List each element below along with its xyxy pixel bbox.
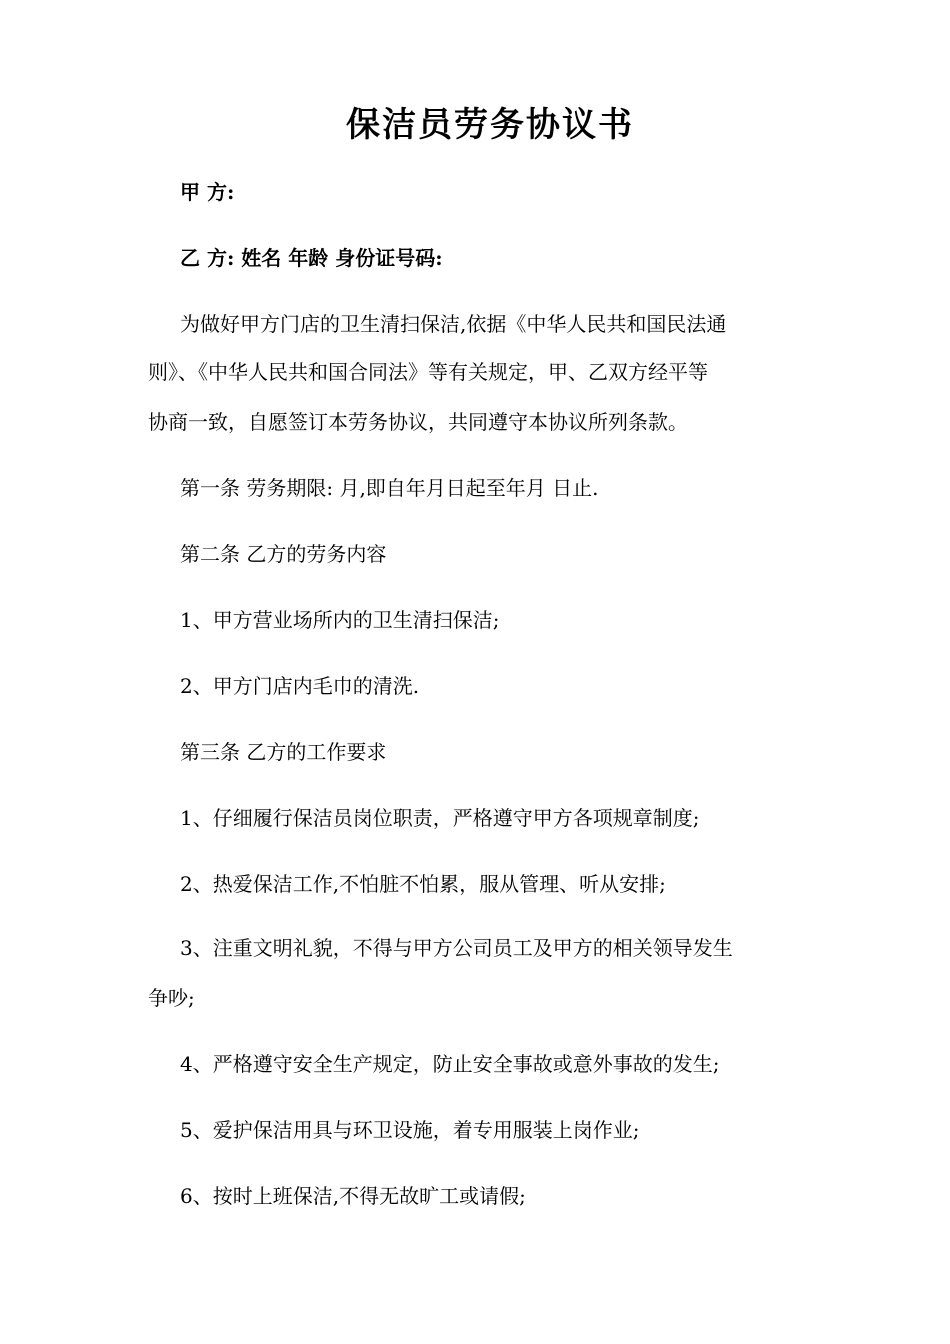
article-3-heading: 第三条 乙方的工作要求 bbox=[180, 740, 387, 764]
article-2-item-1: 1、甲方营业场所内的卫生清扫保洁; bbox=[180, 608, 500, 632]
article-3-item-1: 1、仔细履行保洁员岗位职责，严格遵守甲方各项规章制度; bbox=[180, 806, 700, 830]
article-3-item-2: 2、热爱保洁工作,不怕脏不怕累，服从管理、听从安排; bbox=[180, 872, 666, 896]
article-3-item-6: 6、按时上班保洁,不得无故旷工或请假; bbox=[180, 1184, 526, 1208]
document-title: 保洁员劳务协议书 bbox=[346, 105, 634, 145]
article-2-heading: 第二条 乙方的劳务内容 bbox=[180, 542, 387, 566]
article-3-item-3-cont: 争吵; bbox=[148, 986, 195, 1010]
intro-line-3: 协商一致，自愿签订本劳务协议，共同遵守本协议所列条款。 bbox=[148, 410, 688, 434]
article-1: 第一条 劳务期限: 月,即自年月日起至年月 日止. bbox=[180, 476, 599, 500]
party-a-line: 甲 方: bbox=[180, 180, 235, 204]
intro-line-1: 为做好甲方门店的卫生清扫保洁,依据《中华人民共和国民法通 bbox=[180, 312, 727, 336]
article-3-item-5: 5、爱护保洁用具与环卫设施，着专用服装上岗作业; bbox=[180, 1118, 640, 1142]
article-3-item-3: 3、注重文明礼貌，不得与甲方公司员工及甲方的相关领导发生 bbox=[180, 936, 733, 960]
party-b-line: 乙 方: 姓名 年龄 身份证号码: bbox=[180, 246, 443, 270]
article-2-item-2: 2、甲方门店内毛巾的清洗. bbox=[180, 674, 420, 698]
intro-line-2: 则》、《中华人民共和国合同法》等有关规定，甲、乙双方经平等 bbox=[148, 360, 708, 384]
article-3-item-4: 4、严格遵守安全生产规定，防止安全事故或意外事故的发生; bbox=[180, 1052, 720, 1076]
